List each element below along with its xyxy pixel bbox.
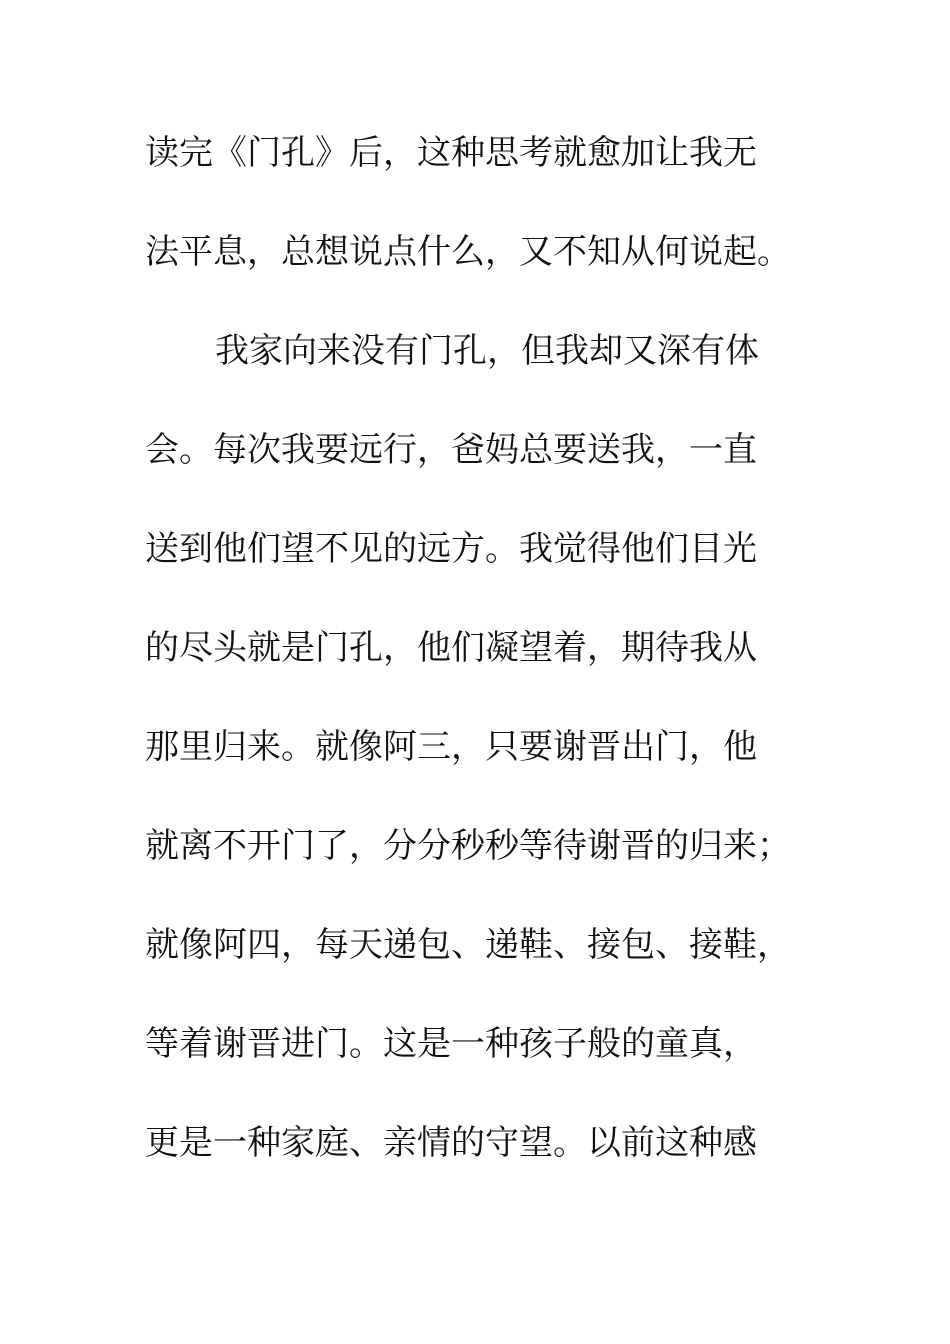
text-line: 就像阿四，每天递包、递鞋、接包、接鞋， <box>145 925 791 965</box>
text-line: 那里归来。就像阿三，只要谢晋出门，他 <box>145 727 757 767</box>
text-line: 送到他们望不见的远方。我觉得他们目光 <box>145 529 757 569</box>
text-line: 读完《门孔》后，这种思考就愈加让我无 <box>145 133 757 173</box>
text-line: 就离不开门了，分分秒秒等待谢晋的归来； <box>145 826 791 866</box>
paragraph-first-line: 我家向来没有门孔，但我却又深有体 <box>215 331 759 371</box>
text-line: 的尽头就是门孔，他们凝望着，期待我从 <box>145 628 757 668</box>
text-line: 会。每次我要远行，爸妈总要送我，一直 <box>145 430 757 470</box>
text-line: 更是一种家庭、亲情的守望。以前这种感 <box>145 1123 757 1163</box>
body-text <box>145 128 805 1217</box>
text-line: 等着谢晋进门。这是一种孩子般的童真， <box>145 1024 757 1064</box>
text-line: 法平息，总想说点什么，又不知从何说起。 <box>145 232 791 272</box>
